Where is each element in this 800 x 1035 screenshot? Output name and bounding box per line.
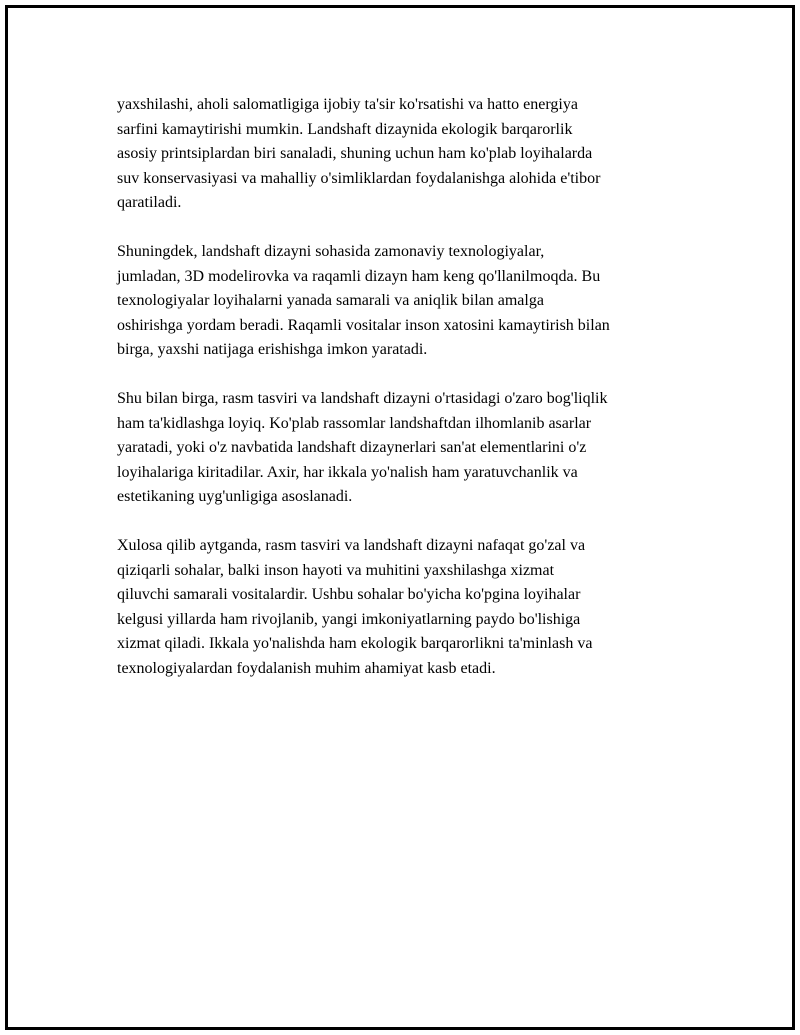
text-line: Shu bilan birga, rasm tasviri va landshaft dizayni o'rtasidagi o'zaro bog'liqlik bbox=[117, 390, 608, 407]
text-line: Xulosa qilib aytganda, rasm tasviri va landshaft dizayni nafaqat go'zal va bbox=[117, 537, 586, 554]
text-line: estetikaning uyg'unligiga asoslanadi. bbox=[117, 488, 353, 505]
text-line: sarfini kamaytirishi mumkin. Landshaft dizaynida ekologik barqarorlik bbox=[117, 120, 573, 138]
text-line: jumladan, 3D modelirovka va raqamli dizayn ham keng qo'llanilmoqda. Bu bbox=[117, 267, 601, 285]
text-line: oshirishga yordam beradi. Raqamli vositalar inson xatosini kamaytirish bilan bbox=[117, 316, 610, 334]
text-line: ham ta'kidlashga loyiq. Ko'plab rassomlar landshaftdan ilhomlanib asarlar bbox=[117, 414, 592, 432]
text-line: Shuningdek, landshaft dizayni sohasida zamonaviy texnologiyalar, bbox=[117, 243, 545, 260]
text-line: loyihalariga kiritadilar. Axir, har ikkala yo'nalish ham yaratuvchanlik va bbox=[117, 463, 578, 481]
paragraph bbox=[117, 534, 697, 681]
text-line: birga, yaxshi natijaga erishishga imkon yaratadi. bbox=[117, 341, 428, 358]
paragraph bbox=[117, 240, 697, 363]
text-line: xizmat qiladi. Ikkala yo'nalishda ham ekologik barqarorlikni ta'minlash va bbox=[117, 635, 593, 652]
text-line: suv konservasiyasi va mahalliy o'simliklardan foydalanishga alohida e'tibor bbox=[117, 169, 601, 187]
document-body bbox=[117, 93, 697, 706]
text-line: texnologiyalar loyihalarni yanada samarali va aniqlik bilan amalga bbox=[117, 292, 544, 309]
paragraph bbox=[117, 387, 697, 510]
text-line: qaratiladi. bbox=[117, 194, 182, 211]
paragraph bbox=[117, 93, 697, 216]
text-line: kelgusi yillarda ham rivojlanib, yangi imkoniyatlarning paydo bo'lishiga bbox=[117, 610, 581, 628]
text-line: qiluvchi samarali vositalardir. Ushbu sohalar bo'yicha ko'pgina loyihalar bbox=[117, 586, 581, 603]
text-line: yaratadi, yoki o'z navbatida landshaft dizaynerlari san'at elementlarini o'z bbox=[117, 439, 587, 456]
text-line: texnologiyalardan foydalanish muhim ahamiyat kasb etadi. bbox=[117, 659, 496, 677]
text-line: qiziqarli sohalar, balki inson hayoti va muhitini yaxshilashga xizmat bbox=[117, 561, 555, 579]
text-line: asosiy printsiplardan biri sanaladi, shuning uchun ham ko'plab loyihalarda bbox=[117, 145, 593, 162]
text-line: yaxshilashi, aholi salomatligiga ijobiy ta'sir ko'rsatishi va hatto energiya bbox=[117, 96, 578, 113]
